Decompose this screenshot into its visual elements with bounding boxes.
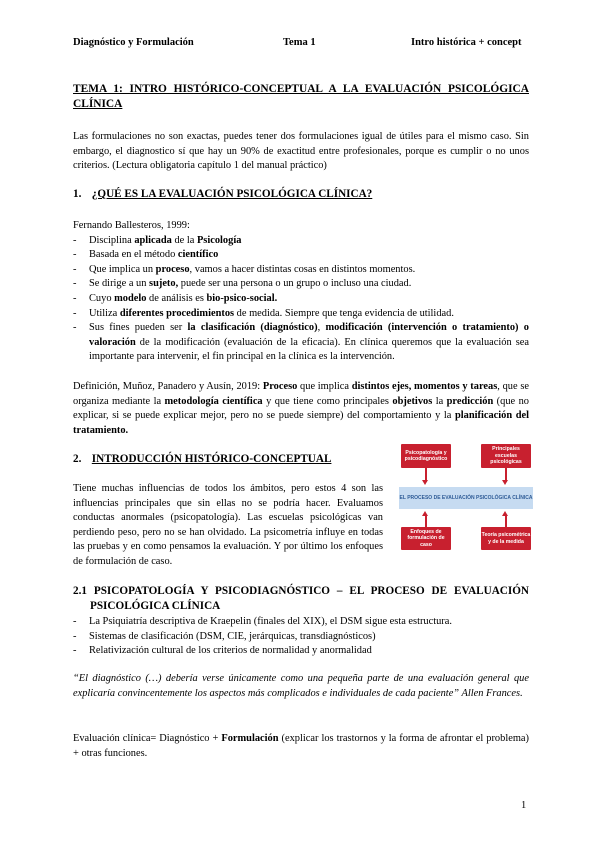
section-2-1-title-line-1: 2.1 PSICOPATOLOGÍA Y PSICODIAGNÓSTICO – EL PROCESO DE EVALUACIÓN: [73, 585, 529, 597]
header-section: Intro histórica + concept: [411, 37, 522, 48]
list-item: - Cuyo modelo de análisis es bio-psico-social.: [73, 292, 529, 307]
clinical-evaluation-paragraph: Evaluación clínica= Diagnóstico + Formulación (explicar los trastornos y la forma de afrontar el problema) + otras funciones.: [73, 733, 529, 759]
title-line-2: CLÍNICA: [73, 98, 123, 110]
section-2-heading: [73, 453, 331, 465]
section-2-paragraph: Tiene muchas influencias de todos los ámbitos, pero estos 4 son las influencias principales que sin ellas no se podría hacer. Evaluamos conductas anormales (psicopatología). Las escuelas psicológicas van perdiendo peso, pero no se han olvidado. La psicometría influye en todas las pruebas y en como pensamos la evaluación. Y por último los enfoques de formulación de caso.: [73, 483, 383, 567]
page-number: 1: [521, 800, 527, 811]
list-item: - Sus fines pueden ser la clasificación (diagnóstico), modificación (intervención o tratamiento) o valoración de la modificación (evaluación de la eficacia). En clínica queremos que la evaluación sea importante para intervenir, el fin principal en la clínica es la intervención.: [73, 321, 529, 365]
diagram-center-process: EL PROCESO DE EVALUACIÓN PSICOLÓGICA CLÍNICA: [399, 487, 533, 509]
section-1-list: [73, 234, 529, 365]
list-item: - Se dirige a un sujeto, puede ser una persona o un grupo o incluso una ciudad.: [73, 277, 529, 292]
section-1-number: 1.: [73, 188, 82, 200]
header-subject: Diagnóstico y Formulación: [73, 37, 194, 48]
list-item: - Relativización cultural de los criterios de normalidad y anormalidad: [73, 644, 529, 659]
frances-quote: “El diagnóstico (…) debería verse únicamente como una pequeña parte de una evaluación general que explicaría convincentemente los aspectos más complicados e individuales de cada paciente” Allen Frances.: [73, 673, 529, 699]
section-2-1-title-line-2: PSICOLÓGICA CLÍNICA: [90, 599, 221, 612]
header-topic: Tema 1: [283, 37, 316, 48]
arrow-stem: [425, 515, 427, 527]
author-citation: Fernando Ballesteros, 1999:: [73, 220, 190, 231]
section-1-heading: [73, 188, 372, 200]
section-2-1-list: [73, 615, 529, 659]
diagram-box-escuelas: Principales escuelas psicológicas: [481, 444, 531, 468]
section-2-number: 2.: [73, 453, 82, 465]
list-item: - Utiliza diferentes procedimientos de medida. Siempre que tenga evidencia de utilidad.: [73, 307, 529, 322]
arrow-down-icon: [502, 480, 508, 485]
section-2-title: INTRODUCCIÓN HISTÓRICO-CONCEPTUAL: [91, 453, 332, 465]
section-2-1-heading: [73, 584, 529, 613]
diagram-box-psicopatologia: Psicopatología y psicodiagnóstico: [401, 444, 451, 468]
definition-paragraph: Definición, Muñoz, Panadero y Ausín, 2019: Proceso que implica distintos ejes, momentos y tareas, que se organiza mediante la metodología científica y que tiene como principales objetivos la predicción (que no explicar, si se puede explicar mejor, pero no se puede siempre) del comportamiento y la planificación del tratamiento.: [73, 381, 529, 436]
arrow-down-icon: [422, 480, 428, 485]
evaluation-influences-diagram: [395, 444, 535, 552]
section-1-title: ¿QUÉ ES LA EVALUACIÓN PSICOLÓGICA CLÍNICA?: [91, 188, 373, 200]
intro-paragraph: Las formulaciones no son exactas, puedes tener dos formulaciones igual de útiles para el mismo caso. Sin embargo, el diagnostico sí que hay un 90% de exactitud entre profesionales, porque es cumplir o no unos criterios. (Lectura obligatoria capítulo 1 del manual práctico): [73, 131, 529, 172]
page-title: [73, 82, 529, 112]
diagram-box-formulacion: Enfoques de formulación de caso: [401, 527, 451, 550]
list-item: - Basada en el método científico: [73, 248, 529, 263]
list-item: - Disciplina aplicada de la Psicología: [73, 234, 529, 249]
list-item: - Sistemas de clasificación (DSM, CIE, jerárquicas, transdiagnósticos): [73, 630, 529, 645]
arrow-stem: [505, 515, 507, 527]
title-line-1: TEMA 1: INTRO HISTÓRICO-CONCEPTUAL A LA EVALUACIÓN PSICOLÓGICA: [73, 83, 529, 95]
list-item: - Que implica un proceso, vamos a hacer distintas cosas en distintos momentos.: [73, 263, 529, 278]
list-item: - La Psiquiatría descriptiva de Kraepelin (finales del XIX), el DSM sigue esta estructura.: [73, 615, 529, 630]
diagram-box-psicometria: Teoría psicométrica y de la medida: [481, 527, 531, 550]
